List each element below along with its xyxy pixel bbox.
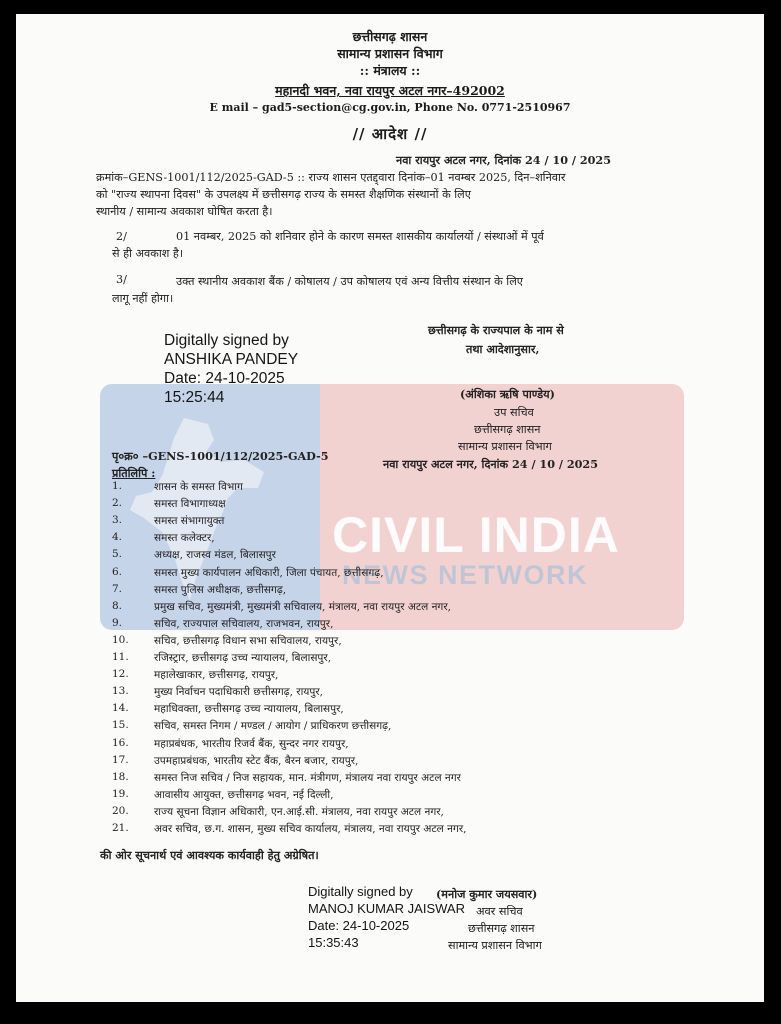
copy-list-number: 17. <box>112 753 129 766</box>
copy-list-number: 11. <box>112 651 129 663</box>
copy-list-number: 3. <box>112 514 123 527</box>
signatory1-office1: छत्तीसगढ़ शासन <box>474 423 541 436</box>
copy-list-item: महाधिवक्ता, छत्तीसगढ़ उच्च न्यायालय, बिलासपुर, <box>154 703 344 716</box>
copy-list-item: रजिस्ट्रार, छत्तीसगढ़ उच्च न्यायालय, बिलासपुर, <box>154 652 332 664</box>
watermark-title: CIVIL INDIA <box>332 507 620 563</box>
copy-list-item: अध्यक्ष, राजस्व मंडल, बिलासपुर <box>154 549 276 562</box>
copy-list-item: समस्त विभागाध्यक्ष <box>154 498 226 511</box>
digital-signature-1-line2: ANSHIKA PANDEY <box>164 351 299 368</box>
copy-list-number: 2. <box>112 497 123 510</box>
copy-list-item: उपमहाप्रबंधक, भारतीय स्टेट बैंक, बैरन बजार, रायपुर, <box>154 754 359 767</box>
copy-list-number: 9. <box>112 616 123 629</box>
watermark-subtitle: NEWS NETWORK <box>342 560 588 590</box>
copy-list-item: सचिव, राज्यपाल सचिवालय, राजभवन, रायपुर, <box>154 617 334 630</box>
copy-list-item: शासन के समस्त विभाग <box>154 481 243 493</box>
digital-signature-2-line3: Date: 24-10-2025 <box>308 918 410 933</box>
header-contact: E mail – gad5-section@cg.gov.in, Phone No. 0771-2510967 <box>209 101 571 114</box>
copy-list-number: 5. <box>112 548 123 561</box>
para1-line3: स्थानीय / सामान्य अवकाश घोषित करता है। <box>96 205 273 218</box>
governor-line1: छत्तीसगढ़ के राज्यपाल के नाम से <box>428 323 564 337</box>
signatory1-name: (अंशिका ऋषि पाण्डेय) <box>460 387 555 401</box>
copy-list-number: 4. <box>112 531 123 544</box>
copy-list-number: 15. <box>112 719 129 732</box>
para2-number: 2/ <box>116 230 127 243</box>
copy-list-number: 10. <box>112 633 129 646</box>
header-govt: छत्तीसगढ़ शासन <box>352 29 428 44</box>
closing-line: की ओर सूचनार्थ एवं आवश्यक कार्यवाही हेतु अग्रेषित। <box>100 848 319 862</box>
copy-list-number: 14. <box>112 702 129 715</box>
para3-line1: उक्त स्थानीय अवकाश बैंक / कोषालय / उप कोषालय एवं अन्य वित्तीय संस्थान के लिए <box>176 275 523 288</box>
copy-list-item: अवर सचिव, छ.ग. शासन, मुख्य सचिव कार्यालय, मंत्रालय, नवा रायपुर अटल नगर, <box>154 823 467 835</box>
endorsement-number: पृ०क्र० –GENS-1001/112/2025-GAD-5 <box>112 449 329 463</box>
digital-signature-2-line2: MANOJ KUMAR JAISWAR <box>308 901 465 916</box>
copy-label: प्रतिलिपि : <box>112 466 156 480</box>
para3-line2: लागू नहीं होगा। <box>112 292 174 305</box>
para1-line2: को "राज्य स्थापना दिवस" के उपलक्ष्य में छत्तीसगढ़ राज्य के समस्त शैक्षणिक संस्थानों के लिए <box>96 188 471 201</box>
copy-list-item: समस्त कलेक्टर, <box>154 532 215 545</box>
copy-list-number: 19. <box>112 787 129 800</box>
copy-list-item: समस्त निज सचिव / निज सहायक, मान. मंत्रीगण, मंत्रालय नवा रायपुर अटल नगर <box>154 771 461 784</box>
header-department: सामान्य प्रशासन विभाग <box>337 46 443 61</box>
copy-list-item: समस्त संभागायुक्त <box>154 515 225 528</box>
copy-list-item: समस्त मुख्य कार्यपालन अधिकारी, जिला पंचायत, छत्तीसगढ़, <box>154 566 384 579</box>
digital-signature-1-line4: 15:25:44 <box>164 389 225 406</box>
document-page <box>16 14 764 1002</box>
digital-signature-1-line1: Digitally signed by <box>164 332 289 349</box>
header-address: महानदी भवन, नवा रायपुर अटल नगर–492002 <box>275 83 505 98</box>
copy-list-number: 20. <box>112 804 129 817</box>
para1-line1: क्रमांक–GENS-1001/112/2025-GAD-5 :: राज्य शासन एतद्द्वारा दिनांक–01 नवम्बर 2025, दिन–शनिवार <box>96 171 566 184</box>
copy-list-number: 6. <box>112 565 123 578</box>
signatory2-office1: छत्तीसगढ़ शासन <box>468 922 535 935</box>
para3-number: 3/ <box>116 273 127 286</box>
copy-list-item: महालेखाकार, छत्तीसगढ़, रायपुर, <box>154 669 279 682</box>
signatory2-office2: सामान्य प्रशासन विभाग <box>448 939 542 952</box>
order-date: नवा रायपुर अटल नगर, दिनांक 24 / 10 / 2025 <box>396 153 612 167</box>
copy-list-number: 1. <box>112 480 123 492</box>
copy-list-number: 21. <box>112 822 129 834</box>
header-ministry: :: मंत्रालय :: <box>359 63 421 78</box>
copy-list-number: 13. <box>112 685 129 698</box>
copy-list-item: समस्त पुलिस अधीक्षक, छत्तीसगढ़, <box>154 583 287 596</box>
signatory2-designation: अवर सचिव <box>476 905 523 918</box>
digital-signature-1-line3: Date: 24-10-2025 <box>164 370 285 387</box>
para2-line1: 01 नवम्बर, 2025 को शनिवार होने के कारण समस्त शासकीय कार्यालयों / संस्थाओं में पूर्व <box>176 230 544 243</box>
governor-line2: तथा आदेशानुसार, <box>466 342 540 356</box>
copy-list-item: सचिव, समस्त निगम / मण्डल / आयोग / प्राधिकरण छत्तीसगढ़, <box>154 720 392 733</box>
copy-list-item: आवासीय आयुक्त, छत्तीसगढ़ भवन, नई दिल्ली, <box>154 788 334 801</box>
copy-list-number: 16. <box>112 736 129 749</box>
copy-list-item: प्रमुख सचिव, मुख्यमंत्री, मुख्यमंत्री सचिवालय, मंत्रालय, नवा रायपुर अटल नगर, <box>154 600 451 613</box>
copy-list-item: राज्य सूचना विज्ञान अधिकारी, एन.आई.सी. मंत्रालय, नवा रायपुर अटल नगर, <box>154 805 444 818</box>
copy-list-number: 7. <box>112 582 123 595</box>
digital-signature-2-line4: 15:35:43 <box>308 935 359 950</box>
signatory2-name: (मनोज कुमार जयसवार) <box>436 887 538 901</box>
signatory1-date: नवा रायपुर अटल नगर, दिनांक 24 / 10 / 2025 <box>383 457 599 471</box>
copy-list-item: महाप्रबंधक, भारतीय रिजर्व बैंक, सुन्दर नगर रायपुर, <box>154 737 349 750</box>
para2-line2: से ही अवकाश है। <box>112 247 184 260</box>
copy-list-number: 18. <box>112 770 129 783</box>
copy-list-number: 8. <box>112 599 123 612</box>
signatory1-office2: सामान्य प्रशासन विभाग <box>458 440 552 453</box>
signatory1-designation: उप सचिव <box>494 406 534 419</box>
digital-signature-2-line1: Digitally signed by <box>308 884 413 899</box>
copy-list-item: मुख्य निर्वाचन पदाधिकारी छत्तीसगढ़, रायपुर, <box>154 686 323 699</box>
copy-list-number: 12. <box>112 668 129 681</box>
order-title: // आदेश // <box>352 125 428 143</box>
copy-list-item: सचिव, छत्तीसगढ़ विधान सभा सचिवालय, रायपुर, <box>154 634 342 647</box>
